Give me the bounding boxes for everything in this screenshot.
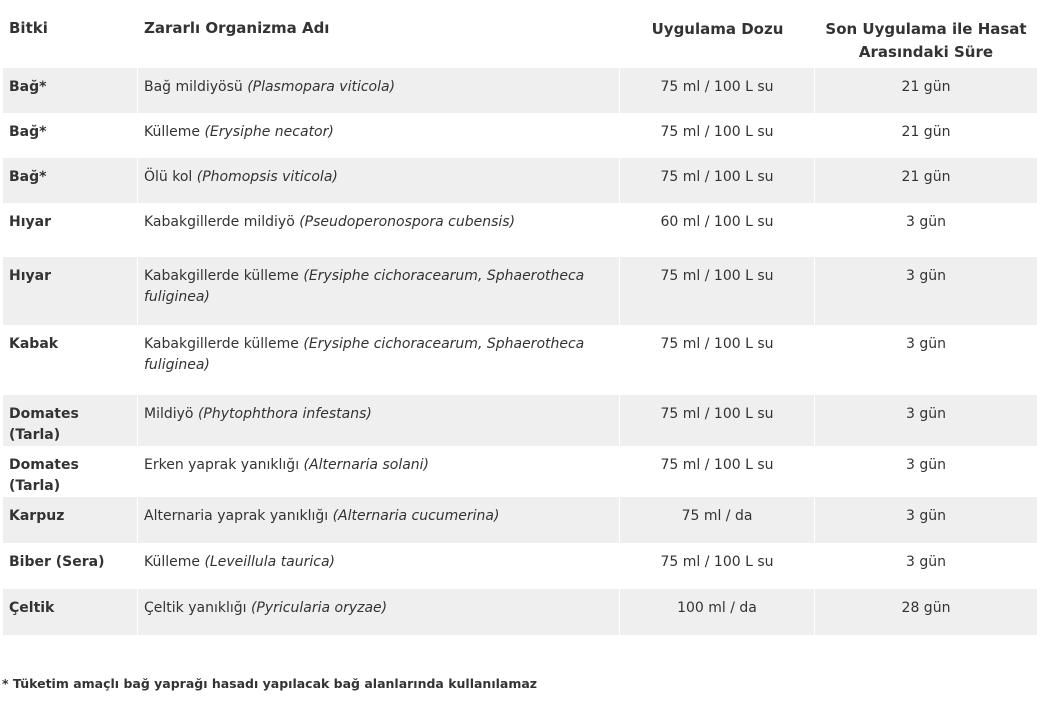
organism-cell <box>138 497 620 543</box>
footnote: * Tüketim amaçlı bağ yaprağı hasadı yapılacak bağ alanlarında kullanılamaz <box>2 676 538 691</box>
organism-common-name: Ölü kol <box>144 169 193 185</box>
plant-cell: Kabak <box>3 325 138 395</box>
table-row <box>3 497 1037 543</box>
interval-cell: 21 gün <box>815 113 1037 158</box>
table-row <box>3 543 1037 589</box>
interval-cell: 3 gün <box>815 446 1037 497</box>
plant-cell: Biber (Sera) <box>3 543 138 589</box>
organism-cell <box>138 68 620 113</box>
dose-cell: 75 ml / 100 L su <box>620 446 815 497</box>
organism-common-name: Kabakgillerde külleme <box>144 336 299 352</box>
table-row <box>3 113 1037 158</box>
interval-cell: 3 gün <box>815 257 1037 325</box>
organism-cell <box>138 543 620 589</box>
header-plant: Bitki <box>3 8 138 68</box>
organism-common-name: Kabakgillerde külleme <box>144 268 299 284</box>
table-row <box>3 158 1037 203</box>
plant-cell: Bağ* <box>3 158 138 203</box>
table-row <box>3 68 1037 113</box>
organism-cell <box>138 158 620 203</box>
interval-cell: 3 gün <box>815 203 1037 257</box>
plant-cell: Hıyar <box>3 257 138 325</box>
interval-cell: 21 gün <box>815 68 1037 113</box>
plant-cell: Domates (Tarla) <box>3 446 138 497</box>
dose-cell: 75 ml / 100 L su <box>620 257 815 325</box>
organism-latin-name: (Plasmopara viticola) <box>247 79 396 95</box>
interval-cell: 21 gün <box>815 158 1037 203</box>
organism-latin-name: (Erysiphe cichoracearum, Sphaerotheca fuliginea) <box>144 336 585 373</box>
organism-latin-name: (Phytophthora infestans) <box>197 406 372 422</box>
plant-cell: Karpuz <box>3 497 138 543</box>
plant-cell: Bağ* <box>3 113 138 158</box>
dose-cell: 75 ml / 100 L su <box>620 395 815 446</box>
organism-common-name: Mildiyö <box>144 406 194 422</box>
table-row <box>3 203 1037 257</box>
organism-common-name: Kabakgillerde mildiyö <box>144 214 295 230</box>
plant-cell: Bağ* <box>3 68 138 113</box>
organism-common-name: Bağ mildiyösü <box>144 79 243 95</box>
table-row <box>3 589 1037 635</box>
organism-cell <box>138 113 620 158</box>
organism-latin-name: (Pyricularia oryzae) <box>250 600 388 616</box>
header-interval-line1: Son Uygulama ile Hasat <box>825 20 1027 38</box>
dose-cell: 75 ml / 100 L su <box>620 543 815 589</box>
organism-common-name: Çeltik yanıklığı <box>144 600 247 616</box>
interval-cell: 3 gün <box>815 543 1037 589</box>
organism-latin-name: (Phomopsis viticola) <box>196 169 338 185</box>
interval-cell: 3 gün <box>815 497 1037 543</box>
interval-cell: 3 gün <box>815 325 1037 395</box>
organism-latin-name: (Alternaria solani) <box>303 457 430 473</box>
organism-cell <box>138 589 620 635</box>
table-row <box>3 257 1037 325</box>
dose-cell: 75 ml / da <box>620 497 815 543</box>
plant-cell: Hıyar <box>3 203 138 257</box>
organism-latin-name: (Erysiphe cichoracearum, Sphaerotheca fuliginea) <box>144 268 585 305</box>
dose-cell: 60 ml / 100 L su <box>620 203 815 257</box>
header-organism: Zararlı Organizma Adı <box>138 8 620 68</box>
organism-latin-name: (Alternaria cucumerina) <box>332 508 500 524</box>
interval-cell: 28 gün <box>815 589 1037 635</box>
organism-cell <box>138 325 620 395</box>
dose-cell: 75 ml / 100 L su <box>620 158 815 203</box>
table-row <box>3 446 1037 497</box>
plant-cell: Domates (Tarla) <box>3 395 138 446</box>
table-header-row <box>3 8 1037 68</box>
organism-cell <box>138 257 620 325</box>
header-interval <box>815 8 1037 68</box>
plant-cell: Çeltik <box>3 589 138 635</box>
organism-common-name: Külleme <box>144 124 200 140</box>
dose-cell: 75 ml / 100 L su <box>620 113 815 158</box>
organism-common-name: Erken yaprak yanıklığı <box>144 457 300 473</box>
organism-latin-name: (Erysiphe necator) <box>204 124 334 140</box>
interval-cell: 3 gün <box>815 395 1037 446</box>
header-interval-line2: Arasındaki Süre <box>858 43 994 61</box>
organism-cell <box>138 446 620 497</box>
organism-cell <box>138 203 620 257</box>
dosage-table <box>3 8 1037 635</box>
organism-latin-name: (Pseudoperonospora cubensis) <box>299 214 516 230</box>
header-dose: Uygulama Dozu <box>620 8 815 68</box>
table-row <box>3 395 1037 446</box>
table-row <box>3 325 1037 395</box>
dose-cell: 100 ml / da <box>620 589 815 635</box>
organism-common-name: Alternaria yaprak yanıklığı <box>144 508 329 524</box>
organism-common-name: Külleme <box>144 554 200 570</box>
organism-latin-name: (Leveillula taurica) <box>204 554 336 570</box>
dose-cell: 75 ml / 100 L su <box>620 325 815 395</box>
dose-cell: 75 ml / 100 L su <box>620 68 815 113</box>
organism-cell <box>138 395 620 446</box>
